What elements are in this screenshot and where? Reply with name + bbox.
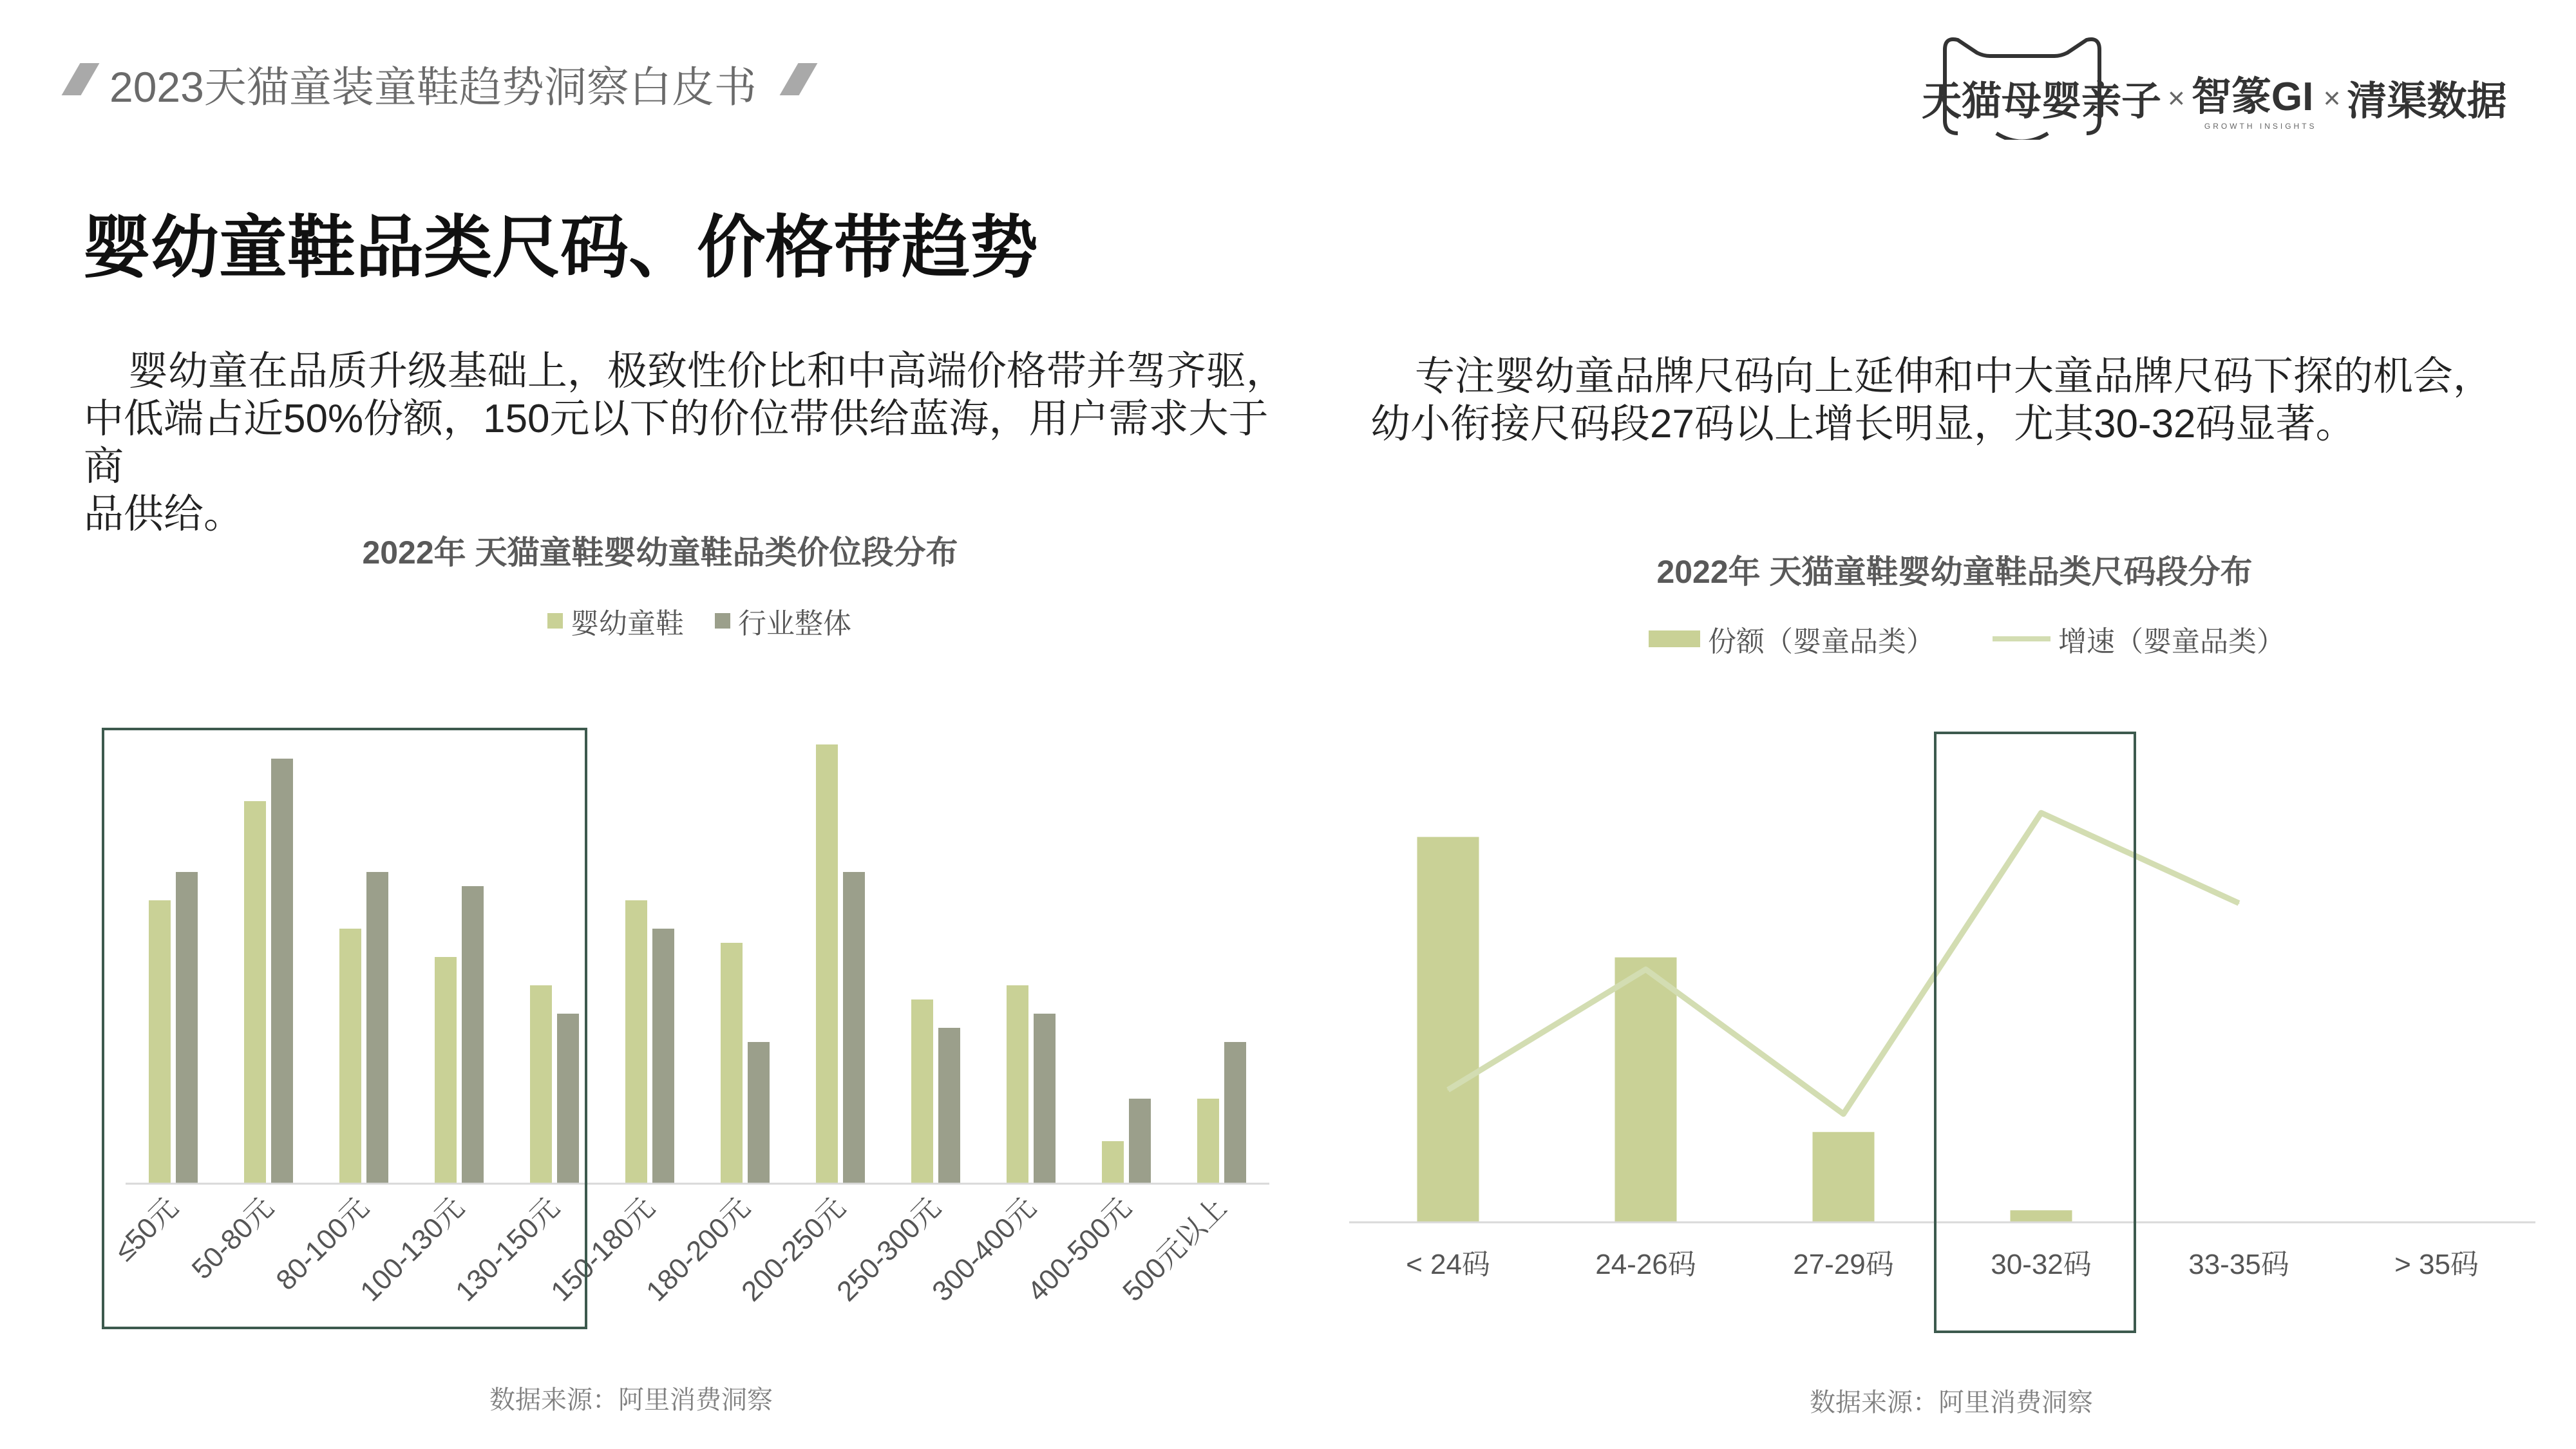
x-tick-label-0: ≤50元	[108, 1191, 185, 1267]
bar-share-2	[1813, 1132, 1875, 1222]
x-tick-label-6: 180-200元	[640, 1191, 757, 1308]
bar-share-0	[1417, 837, 1479, 1222]
growth-point-3	[2041, 812, 2042, 813]
gi-brand-text: 智篆GI	[2191, 75, 2314, 119]
page-title: 婴幼童鞋品类尺码、价格带趋势	[82, 210, 1038, 286]
legend-label-share: 份额（婴童品类）	[1708, 626, 1935, 658]
gi-brand-subtext: GROWTH INSIGHTS	[2204, 122, 2317, 131]
x-tick-label-9: 300-400元	[926, 1191, 1043, 1308]
left-description: 婴幼童在品质升级基础上，极致性价比和中高端价格带并驾齐驱， 中低端占近50%份额，150元以下的价位带供给蓝海，用户需求大于商 品供给。	[84, 349, 1286, 536]
x-tick-label-8: 250-300元	[831, 1191, 947, 1308]
legend-label-infant: 婴幼童鞋	[571, 608, 684, 639]
logo-separator-2: ×	[2323, 80, 2341, 115]
x-tick-label-10: 400-500元	[1021, 1191, 1138, 1308]
x-tick-label-11: 500元以上	[1117, 1191, 1233, 1308]
right-chart-source: 数据来源：阿里消费洞察	[1810, 1388, 2093, 1417]
x-tick-label-3: 100-130元	[354, 1191, 471, 1308]
legend-label-industry: 行业整体	[738, 608, 851, 639]
left-chart-source: 数据来源：阿里消费洞察	[489, 1386, 773, 1414]
right-description: 专注婴幼童品牌尺码向上延伸和中大童品牌尺码下探的机会， 幼小衔接尺码段27码以上增长明显，尤其30-32码显著。	[1370, 354, 2493, 446]
growth-point-4	[2239, 902, 2240, 904]
bar-share-1	[1615, 958, 1677, 1222]
growth-point-1	[1645, 969, 1647, 970]
bar-share-3	[2011, 1210, 2072, 1222]
x-tick-label-1: 24-26码	[1595, 1249, 1696, 1280]
legend-label-growth: 增速（婴童品类）	[2058, 626, 2285, 658]
x-tick-label-2: 27-29码	[1793, 1249, 1894, 1280]
x-tick-label-1: 50-80元	[185, 1191, 280, 1285]
report-title: 2023天猫童装童鞋趋势洞察白皮书	[109, 63, 757, 111]
right-chart-title: 2022年 天猫童鞋婴幼童鞋品类尺码段分布	[1656, 554, 2253, 590]
x-tick-label-4: 33-35码	[2188, 1249, 2289, 1280]
x-tick-label-3: 30-32码	[1991, 1249, 2092, 1280]
x-tick-label-7: 200-250元	[735, 1191, 852, 1308]
left-chart-title: 2022年 天猫童鞋婴幼童鞋品类价位段分布	[362, 535, 958, 571]
x-tick-label-5: 150-180元	[545, 1191, 661, 1308]
qingqu-brand-text: 清渠数据	[2347, 79, 2507, 124]
tmall-brand-text: 天猫母婴亲子	[1922, 79, 2162, 124]
x-tick-label-4: 130-150元	[450, 1191, 566, 1308]
x-tick-label-2: 80-100元	[270, 1191, 375, 1297]
growth-point-0	[1448, 1089, 1449, 1090]
x-tick-label-5: > 35码	[2394, 1249, 2479, 1280]
growth-line	[1448, 813, 2239, 1114]
logo-separator-1: ×	[2168, 80, 2185, 115]
x-tick-label-0: < 24码	[1406, 1249, 1490, 1280]
growth-point-2	[1843, 1113, 1844, 1115]
